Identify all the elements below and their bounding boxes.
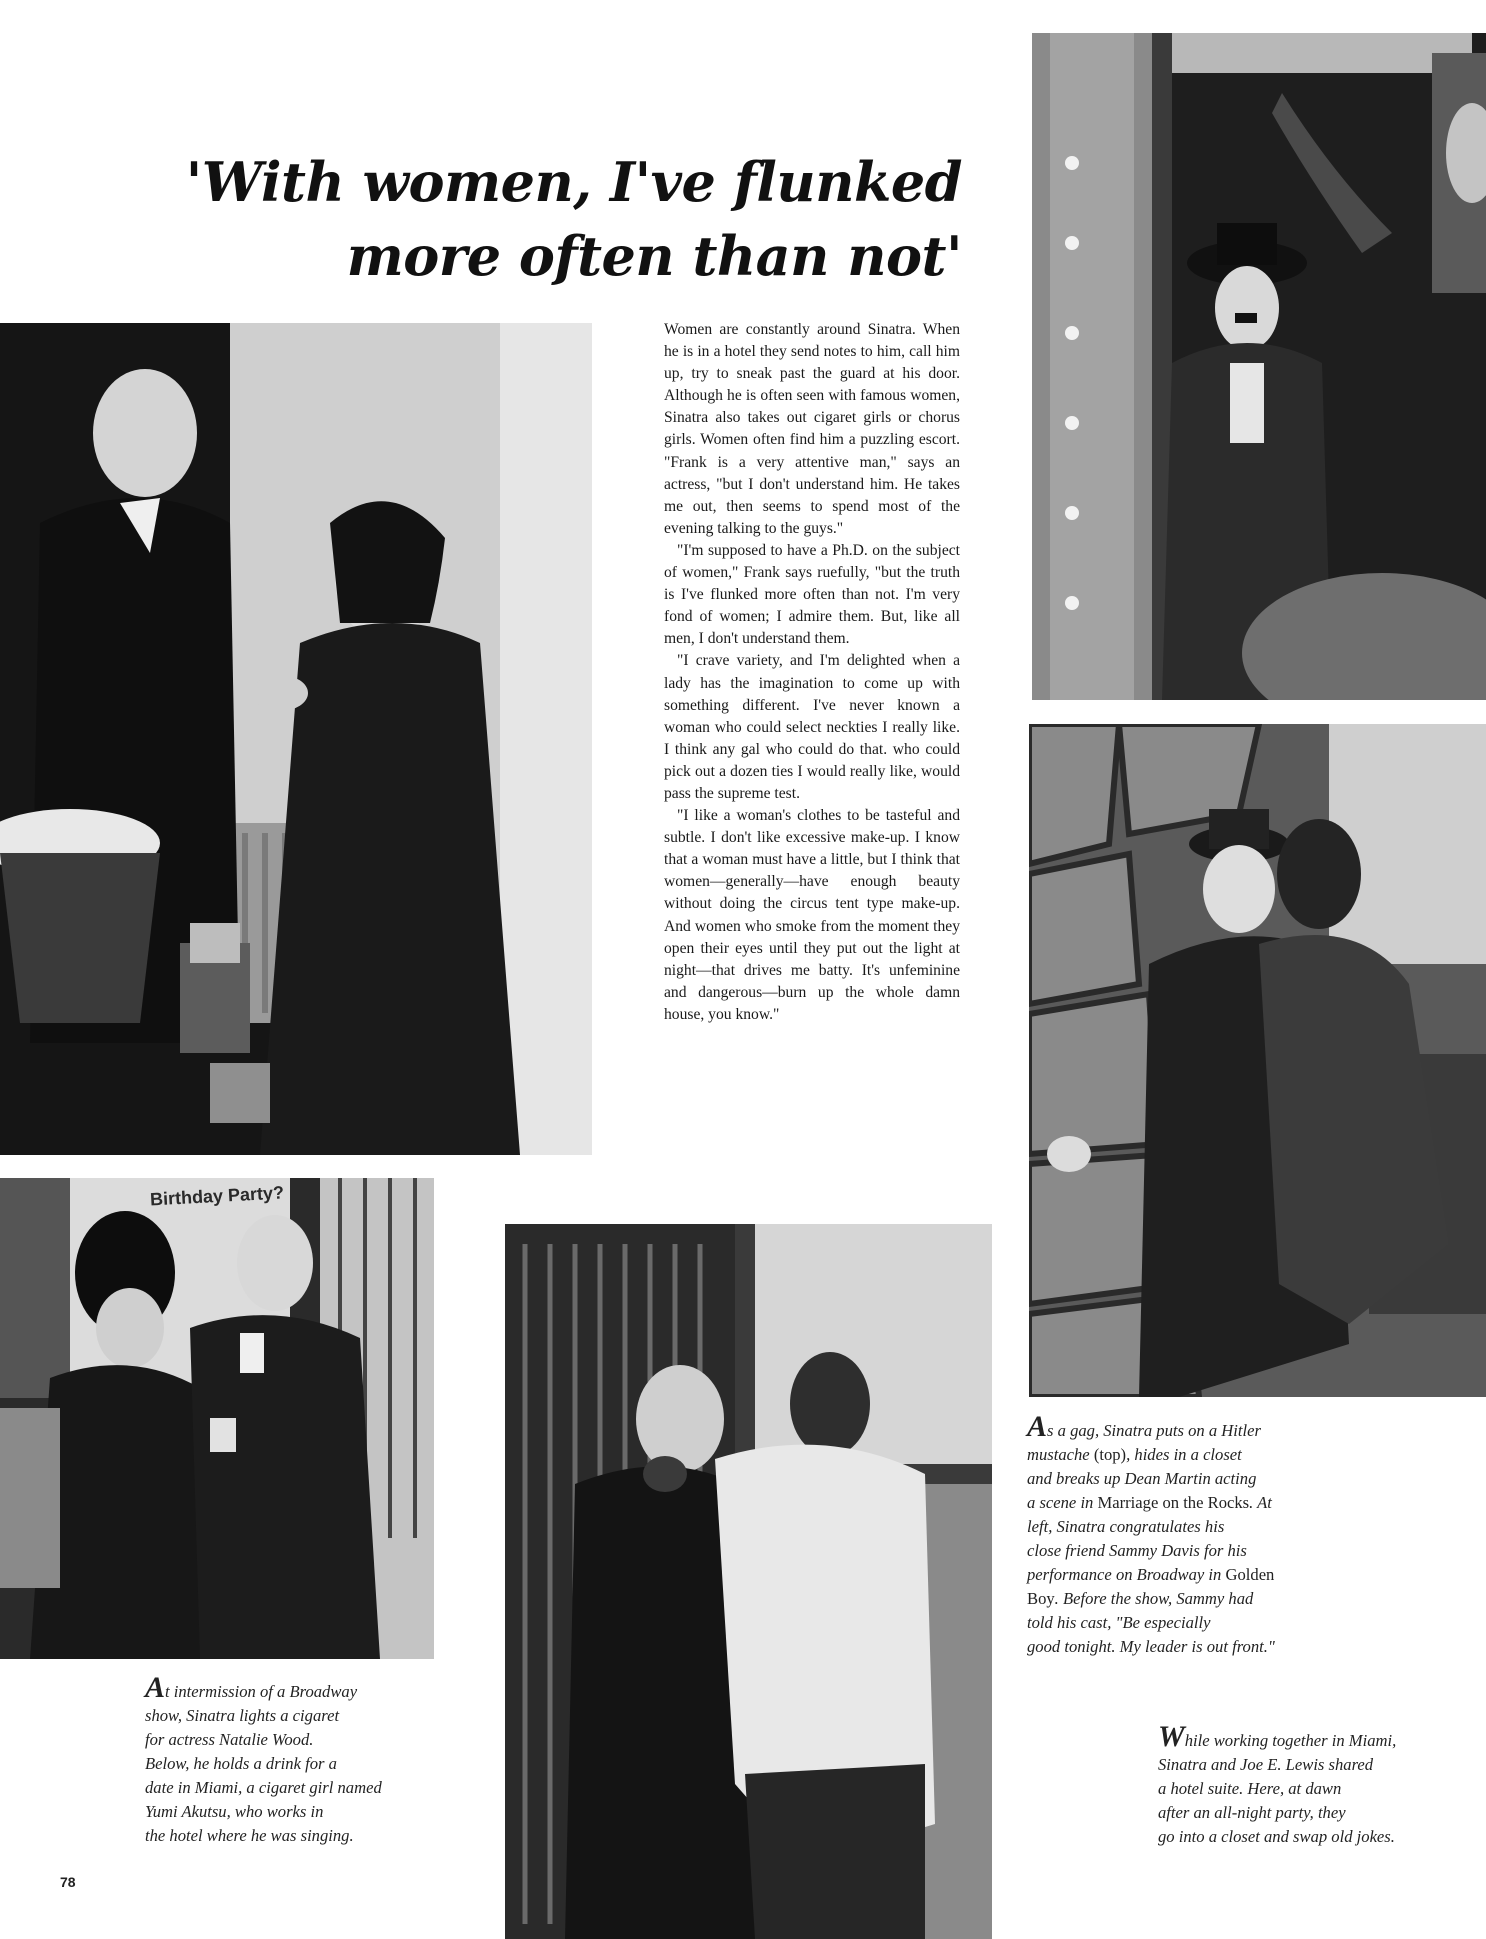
photo-yumi-akutsu bbox=[0, 1178, 434, 1659]
photo-stone-wall-embrace bbox=[1029, 724, 1486, 1397]
body-paragraph: "I crave variety, and I'm delighted when a lady has the imagination to come up with something different. I've never known a woman who could select neckties I really like. I think any gal who could do that. who could pick out a dozen ties I would really like, would pass the supreme test. bbox=[664, 652, 960, 802]
caption-line: mustache (top), hides in a closet bbox=[1027, 1445, 1242, 1464]
caption-line: close friend Sammy Davis for his bbox=[1027, 1541, 1247, 1560]
caption-mustache-gag bbox=[1027, 1410, 1327, 1659]
drop-cap: W bbox=[1158, 1720, 1185, 1753]
caption-line: and breaks up Dean Martin acting bbox=[1027, 1469, 1257, 1488]
caption-line: left, Sinatra congratulates his bbox=[1027, 1517, 1225, 1536]
caption-line: after an all-night party, they bbox=[1158, 1803, 1346, 1822]
caption-line: a scene in Marriage on the Rocks. At bbox=[1027, 1493, 1272, 1512]
headline-line-2: more often than not' bbox=[346, 224, 962, 288]
drop-cap: A bbox=[1027, 1410, 1048, 1443]
body-paragraph: "I'm supposed to have a Ph.D. on the subject of women," Frank says ruefully, "but the truth is I've flunked more often than not. I'm very fond of women; I admire them. But, like all men, I don't understand them. bbox=[664, 541, 960, 648]
photo-closet-mustache bbox=[1032, 33, 1486, 700]
drop-cap: A bbox=[145, 1671, 166, 1704]
caption-line: Below, he holds a drink for a bbox=[145, 1754, 337, 1773]
article-body bbox=[664, 319, 960, 1026]
caption-line: good tonight. My leader is out front." bbox=[1027, 1637, 1275, 1656]
caption-line: show, Sinatra lights a cigaret bbox=[145, 1706, 340, 1725]
caption-line: the hotel where he was singing. bbox=[145, 1826, 354, 1845]
page-number: 78 bbox=[60, 1874, 76, 1890]
caption-line: performance on Broadway in Golden bbox=[1027, 1565, 1275, 1584]
photo-cigaret-natalie-wood bbox=[0, 323, 592, 1155]
body-paragraph: "I like a woman's clothes to be tasteful and subtle. I don't like excessive make-up. I know that a woman must have a little, but I think that women—generally—have enough beauty without doing the circus tent type make-up. And women who smoke from the moment they open their eyes until they put out the light at night—that drives me batty. It's unfeminine and dangerous—burn up the whole damn house, you know." bbox=[664, 807, 960, 1023]
caption-joe-lewis bbox=[1158, 1720, 1458, 1849]
caption-line: At intermission of a Broadway bbox=[145, 1671, 358, 1704]
caption-line: told his cast, "Be especially bbox=[1027, 1613, 1211, 1632]
caption-intermission bbox=[145, 1671, 465, 1848]
caption-line: date in Miami, a cigaret girl named bbox=[145, 1778, 382, 1797]
caption-line: While working together in Miami, bbox=[1158, 1720, 1397, 1753]
caption-line: Yumi Akutsu, who works in bbox=[145, 1802, 324, 1821]
caption-line: Boy. Before the show, Sammy had bbox=[1027, 1589, 1254, 1608]
photo-sammy-davis bbox=[505, 1224, 992, 1939]
caption-line: go into a closet and swap old jokes. bbox=[1158, 1827, 1395, 1846]
caption-line: As a gag, Sinatra puts on a Hitler bbox=[1027, 1410, 1261, 1443]
caption-line: Sinatra and Joe E. Lewis shared bbox=[1158, 1755, 1374, 1774]
caption-line: for actress Natalie Wood. bbox=[145, 1730, 314, 1749]
headline bbox=[100, 145, 962, 293]
photo-sign-text: Birthday Party? bbox=[149, 1182, 285, 1210]
caption-line: a hotel suite. Here, at dawn bbox=[1158, 1779, 1342, 1798]
headline-line-1: 'With women, I've flunked bbox=[185, 150, 962, 214]
body-paragraph: Women are constantly around Sinatra. When he is in a hotel they send notes to him, call him up, try to sneak past the guard at his door. Although he is often seen with famous women, Sinatra also takes out cigaret girls or chorus girls. Women often find him a puzzling escort. "Frank is a very attentive man," says an actress, "but I don't understand him. He takes me out, then seems to spend most of the evening talking to the guys." bbox=[664, 321, 960, 537]
